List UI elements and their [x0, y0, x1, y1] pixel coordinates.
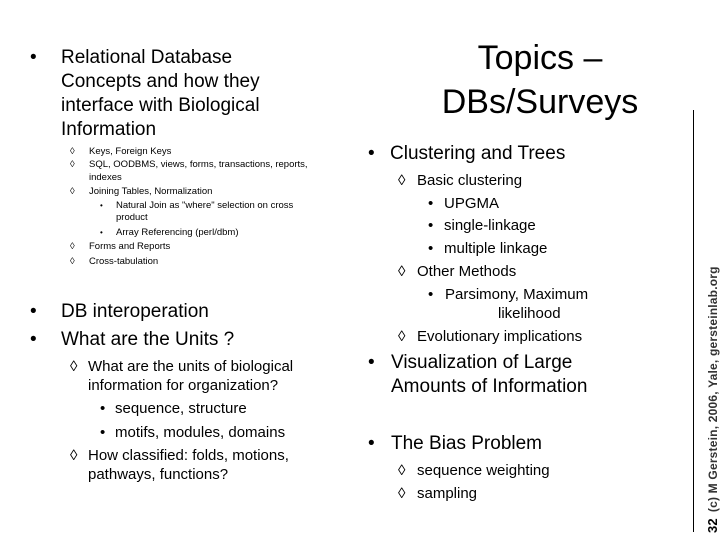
- main-bullet-line-4: Information: [61, 119, 157, 140]
- main-bullet-line-3: interface with Biological: [61, 95, 260, 116]
- bias-item-sampling: sampling: [417, 485, 478, 502]
- bullet-glyph: •: [368, 352, 375, 373]
- bullet-glyph: •: [368, 143, 375, 164]
- units-question: What are the Units ?: [61, 329, 235, 350]
- sub-item-keys: Keys, Foreign Keys: [89, 146, 172, 157]
- bias-problem: The Bias Problem: [391, 433, 543, 454]
- diamond-glyph: ◊: [398, 485, 406, 502]
- diamond-glyph: ◊: [398, 462, 406, 479]
- join-subitem-array: Array Referencing (perl/dbm): [116, 227, 239, 238]
- sidebar-divider: [693, 110, 694, 532]
- slide-number: 32: [705, 518, 720, 533]
- diamond-glyph: ◊: [70, 241, 75, 252]
- bullet-glyph: •: [428, 240, 434, 257]
- diamond-glyph: ◊: [70, 159, 75, 170]
- visualization-line-1: Visualization of Large: [391, 352, 573, 373]
- bullet-glyph: •: [30, 301, 37, 322]
- join-subitem-natural-line-2: product: [116, 212, 148, 223]
- sub-item-crosstab: Cross-tabulation: [89, 256, 159, 267]
- units-subitem-motifs: motifs, modules, domains: [115, 424, 286, 441]
- bullet-glyph: •: [428, 195, 434, 212]
- evolutionary-implications: Evolutionary implications: [417, 328, 583, 345]
- slide-title-line-2: DBs/Surveys: [441, 83, 639, 121]
- copyright-credit: (c) M Gerstein, 2006, Yale, gersteinlab.org: [706, 266, 720, 513]
- basic-item-multiple-linkage: multiple linkage: [444, 240, 548, 257]
- other-item-line-1: Parsimony, Maximum: [445, 286, 589, 303]
- visualization-line-2: Amounts of Information: [391, 376, 588, 397]
- slide-title-line-1: Topics –: [477, 39, 603, 77]
- bullet-glyph: •: [100, 424, 106, 441]
- diamond-glyph: ◊: [70, 186, 75, 197]
- sub-item-sql-line-1: SQL, OODBMS, views, forms, transactions, reports,: [89, 159, 308, 170]
- bullet-glyph: •: [100, 201, 103, 210]
- bullet-glyph: •: [30, 47, 37, 68]
- main-bullet-line-2: Concepts and how they: [61, 71, 260, 92]
- other-methods: Other Methods: [417, 263, 517, 280]
- db-interoperation: DB interoperation: [61, 301, 209, 322]
- slide-credit-sidebar: [705, 266, 720, 533]
- bullet-glyph: •: [368, 433, 375, 454]
- right-column: [360, 0, 690, 540]
- sub-item-joining: Joining Tables, Normalization: [89, 186, 213, 197]
- basic-item-single-linkage: single-linkage: [444, 217, 536, 234]
- diamond-glyph: ◊: [70, 358, 78, 375]
- units-item-2-line-2: pathways, functions?: [88, 466, 229, 483]
- main-bullet-line-1: Relational Database: [61, 47, 233, 68]
- join-subitem-natural-line-1: Natural Join as "where" selection on cross: [116, 200, 294, 211]
- bullet-glyph: •: [428, 217, 434, 234]
- diamond-glyph: ◊: [398, 328, 406, 345]
- bullet-glyph: •: [100, 228, 103, 237]
- diamond-glyph: ◊: [70, 447, 78, 464]
- basic-clustering: Basic clustering: [417, 172, 523, 189]
- other-item-line-2: likelihood: [498, 305, 561, 322]
- bullet-glyph: •: [428, 286, 434, 303]
- units-item-2-line-1: How classified: folds, motions,: [88, 447, 289, 464]
- sub-item-sql-line-2: indexes: [89, 172, 122, 183]
- bias-item-sequence-weighting: sequence weighting: [417, 462, 550, 479]
- units-subitem-sequence: sequence, structure: [115, 400, 247, 417]
- diamond-glyph: ◊: [398, 172, 406, 189]
- diamond-glyph: ◊: [70, 146, 75, 157]
- bullet-glyph: •: [100, 400, 106, 417]
- units-item-1-line-2: information for organization?: [88, 377, 279, 394]
- sub-item-forms: Forms and Reports: [89, 241, 171, 252]
- clustering-heading: Clustering and Trees: [390, 143, 566, 164]
- basic-item-upgma: UPGMA: [444, 195, 500, 212]
- bullet-glyph: •: [30, 329, 37, 350]
- diamond-glyph: ◊: [398, 263, 406, 280]
- units-item-1-line-1: What are the units of biological: [88, 358, 294, 375]
- diamond-glyph: ◊: [70, 256, 75, 267]
